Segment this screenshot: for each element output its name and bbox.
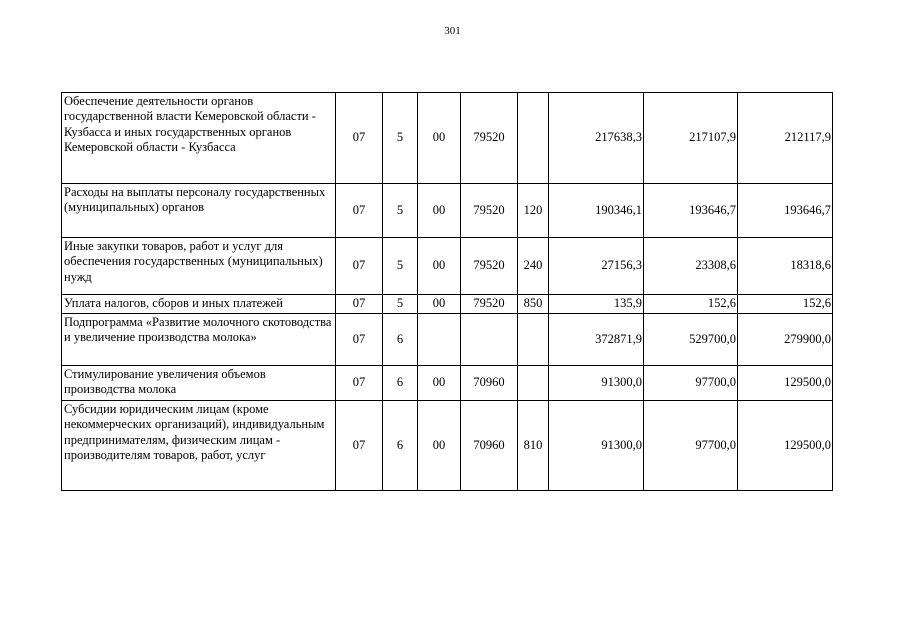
direction-code: 79520 (461, 295, 518, 314)
amount-year-1: 91300,0 (549, 401, 644, 491)
subprogram-code (418, 314, 461, 366)
table-row (62, 314, 833, 366)
subprogram-code: 00 (418, 295, 461, 314)
section-code: 07 (336, 238, 383, 295)
amount-year-1: 372871,9 (549, 314, 644, 366)
section-code: 07 (336, 366, 383, 401)
direction-code (461, 314, 518, 366)
row-name: Иные закупки товаров, работ и услуг для обеспечения государственных (муниципальных) нужд (62, 238, 336, 295)
row-name: Уплата налогов, сборов и иных платежей (62, 295, 336, 314)
direction-code: 70960 (461, 366, 518, 401)
amount-year-3: 129500,0 (738, 366, 833, 401)
row-name: Обеспечение деятельности органов государственной власти Кемеровской области - Кузбасса и иных государственных органов Кемеровской области - Кузбасса (62, 93, 336, 184)
direction-code: 79520 (461, 184, 518, 238)
amount-year-1: 27156,3 (549, 238, 644, 295)
section-code: 07 (336, 295, 383, 314)
section-code: 07 (336, 93, 383, 184)
amount-year-2: 23308,6 (644, 238, 738, 295)
amount-year-3: 212117,9 (738, 93, 833, 184)
direction-code: 79520 (461, 93, 518, 184)
page-number: 301 (444, 25, 461, 37)
direction-code: 79520 (461, 238, 518, 295)
row-name: Субсидии юридическим лицам (кроме некоммерческих организаций), индивидуальным предпринимателям, физическим лицам - производителям товаров, работ, услуг (62, 401, 336, 491)
program-code: 6 (383, 401, 418, 491)
direction-code: 70960 (461, 401, 518, 491)
table-row (62, 184, 833, 238)
program-code: 5 (383, 295, 418, 314)
subprogram-code: 00 (418, 184, 461, 238)
amount-year-3: 18318,6 (738, 238, 833, 295)
budget-table (61, 92, 833, 491)
table-row (62, 238, 833, 295)
expense-type-code: 810 (518, 401, 549, 491)
section-code: 07 (336, 314, 383, 366)
subprogram-code: 00 (418, 93, 461, 184)
expense-type-code (518, 366, 549, 401)
amount-year-2: 97700,0 (644, 366, 738, 401)
expense-type-code: 120 (518, 184, 549, 238)
subprogram-code: 00 (418, 366, 461, 401)
row-name: Расходы на выплаты персоналу государственных (муниципальных) органов (62, 184, 336, 238)
amount-year-1: 190346,1 (549, 184, 644, 238)
amount-year-1: 217638,3 (549, 93, 644, 184)
amount-year-2: 97700,0 (644, 401, 738, 491)
amount-year-2: 152,6 (644, 295, 738, 314)
table-row (62, 295, 833, 314)
program-code: 6 (383, 366, 418, 401)
row-name: Стимулирование увеличения объемов производства молока (62, 366, 336, 401)
program-code: 6 (383, 314, 418, 366)
program-code: 5 (383, 238, 418, 295)
amount-year-2: 217107,9 (644, 93, 738, 184)
amount-year-3: 193646,7 (738, 184, 833, 238)
expense-type-code: 240 (518, 238, 549, 295)
program-code: 5 (383, 184, 418, 238)
row-name: Подпрограмма «Развитие молочного скотоводства и увеличение производства молока» (62, 314, 336, 366)
amount-year-2: 193646,7 (644, 184, 738, 238)
expense-type-code (518, 314, 549, 366)
table-row (62, 93, 833, 184)
table-row (62, 401, 833, 491)
amount-year-2: 529700,0 (644, 314, 738, 366)
amount-year-3: 279900,0 (738, 314, 833, 366)
subprogram-code: 00 (418, 401, 461, 491)
program-code: 5 (383, 93, 418, 184)
subprogram-code: 00 (418, 238, 461, 295)
amount-year-3: 152,6 (738, 295, 833, 314)
amount-year-1: 135,9 (549, 295, 644, 314)
section-code: 07 (336, 184, 383, 238)
section-code: 07 (336, 401, 383, 491)
amount-year-3: 129500,0 (738, 401, 833, 491)
table-row (62, 366, 833, 401)
expense-type-code (518, 93, 549, 184)
amount-year-1: 91300,0 (549, 366, 644, 401)
expense-type-code: 850 (518, 295, 549, 314)
